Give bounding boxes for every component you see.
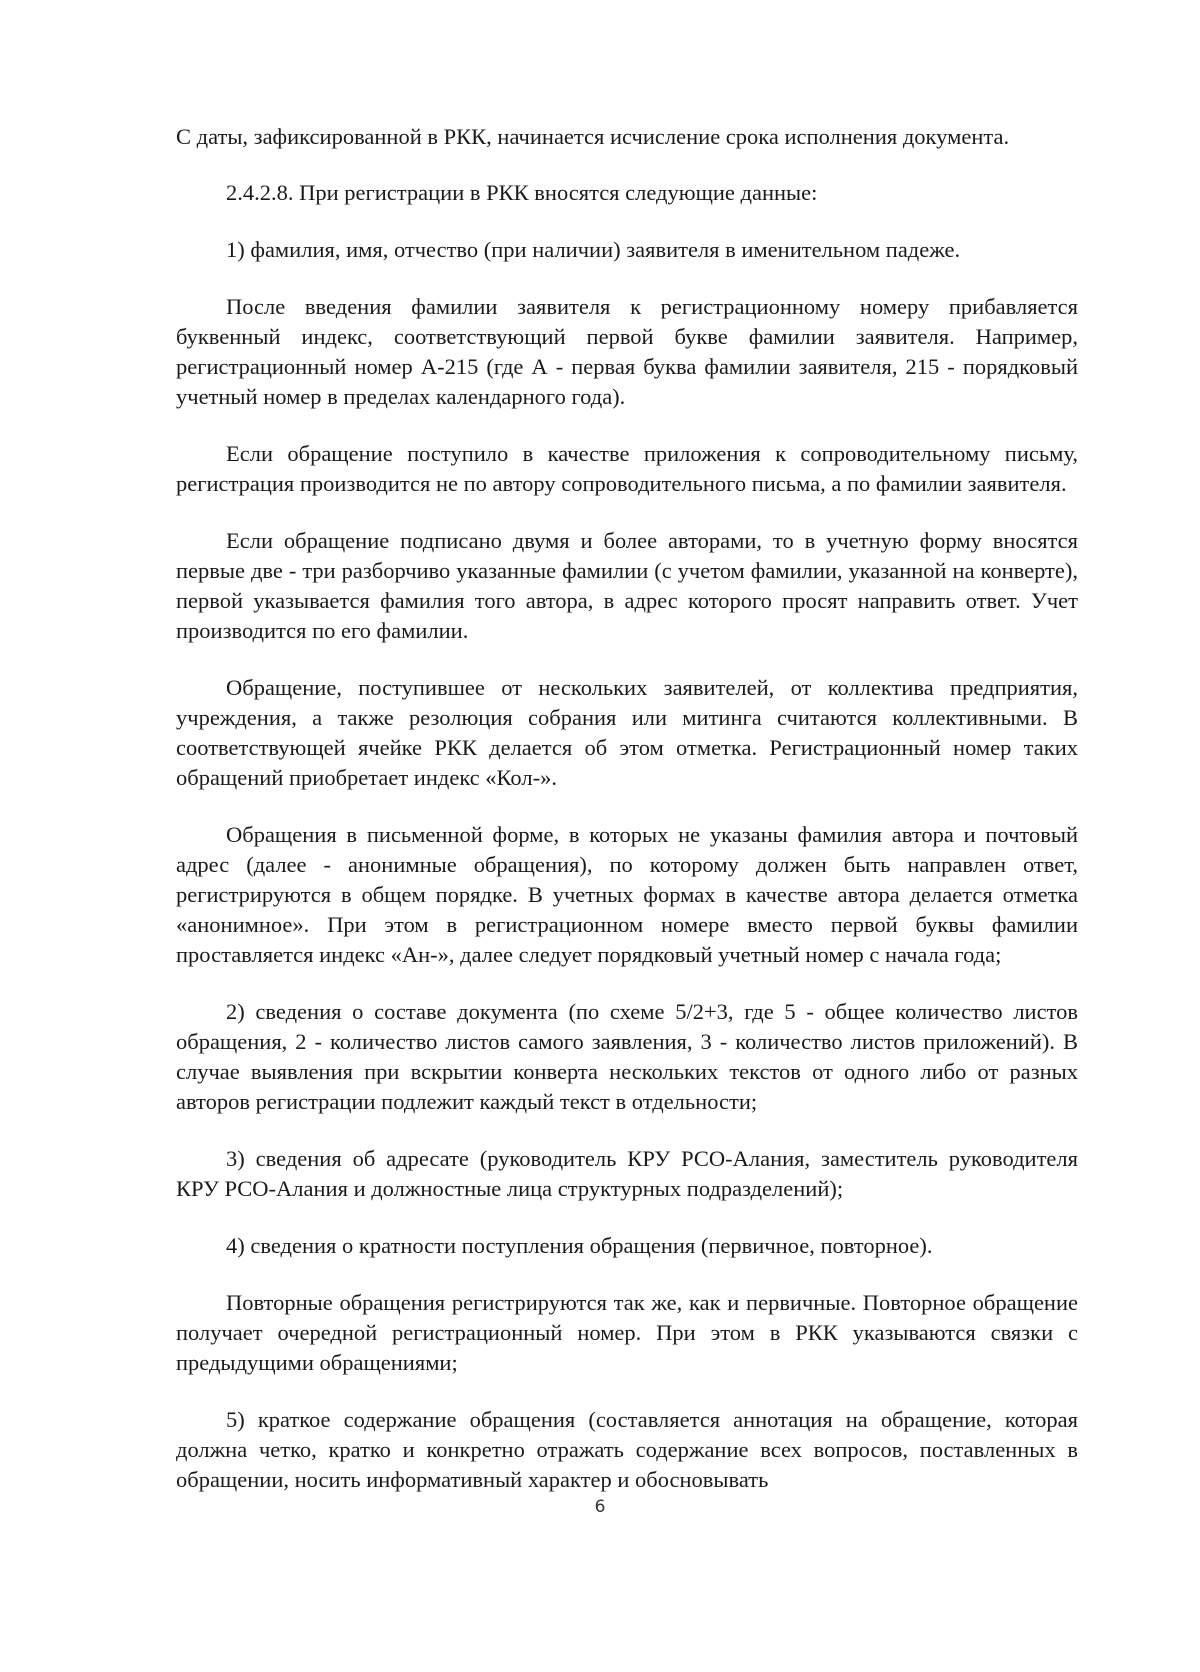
paragraph-multiple-authors: Если обращение подписано двумя и более авторами, то в учетную форму вносятся первые две - три разборчиво указанные фамилии (с учетом фамилии, указанной на конверте), первой указывается фамилия того автора, в адрес которого просят направить ответ. Учет производится по его фамилии. bbox=[176, 528, 1078, 643]
paragraph-item-5: 5) краткое содержание обращения (составляется аннотация на обращение, которая должна четко, кратко и конкретно отражать содержание всех вопросов, поставленных в обращении, носить информативный характер и обосновывать bbox=[176, 1407, 1078, 1492]
paragraph-item-4: 4) сведения о кратности поступления обращения (первичное, повторное). bbox=[226, 1233, 933, 1258]
document-body bbox=[176, 122, 1078, 1522]
paragraph-repeated: Повторные обращения регистрируются так же, как и первичные. Повторное обращение получает очередной регистрационный номер. При этом в РКК указываются связки с предыдущими обращениями; bbox=[176, 1290, 1078, 1375]
page-number: 6 bbox=[594, 1497, 606, 1517]
paragraph-letter-index: После введения фамилии заявителя к регистрационному номеру прибавляется буквенный индекс, соответствующий первой букве фамилии заявителя. Например, регистрационный номер А-215 (где А - первая буква фамилии заявителя, 215 - порядковый учетный номер в пределах календарного года). bbox=[176, 294, 1078, 409]
paragraph-cover-letter: Если обращение поступило в качестве приложения к сопроводительному письму, регистрация производится не по автору сопроводительного письма, а по фамилии заявителя. bbox=[176, 441, 1078, 496]
paragraph-item-2: 2) сведения о составе документа (по схеме 5/2+3, где 5 - общее количество листов обращения, 2 - количество листов самого заявления, 3 - количество листов приложений). В случае выявления при вскрытии конверта нескольких текстов от одного либо от разных авторов регистрации подлежит каждый текст в отдельности; bbox=[176, 999, 1078, 1114]
paragraph-item-3: 3) сведения об адресате (руководитель КРУ РСО-Алания, заместитель руководителя КРУ РСО-Алания и должностные лица структурных подразделений); bbox=[176, 1146, 1078, 1201]
paragraph-section-heading: 2.4.2.8. При регистрации в РКК вносятся следующие данные: bbox=[226, 180, 818, 205]
paragraph-item-1: 1) фамилия, имя, отчество (при наличии) заявителя в именительном падеже. bbox=[226, 237, 961, 262]
paragraph-intro: С даты, зафиксированной в РКК, начинается исчисление срока исполнения документа. bbox=[176, 124, 1010, 149]
paragraph-anonymous: Обращения в письменной форме, в которых не указаны фамилия автора и почтовый адрес (далее - анонимные обращения), по которому должен быть направлен ответ, регистрируются в общем порядке. В учетных формах в качестве автора делается отметка «анонимное». При этом в регистрационном номере вместо первой буквы фамилии проставляется индекс «Ан-», далее следует порядковый учетный номер с начала года; bbox=[176, 822, 1078, 967]
paragraph-collective: Обращение, поступившее от нескольких заявителей, от коллектива предприятия, учреждения, а также резолюция собрания или митинга считаются коллективными. В соответствующей ячейке РКК делается об этом отметка. Регистрационный номер таких обращений приобретает индекс «Кол-». bbox=[176, 675, 1078, 790]
